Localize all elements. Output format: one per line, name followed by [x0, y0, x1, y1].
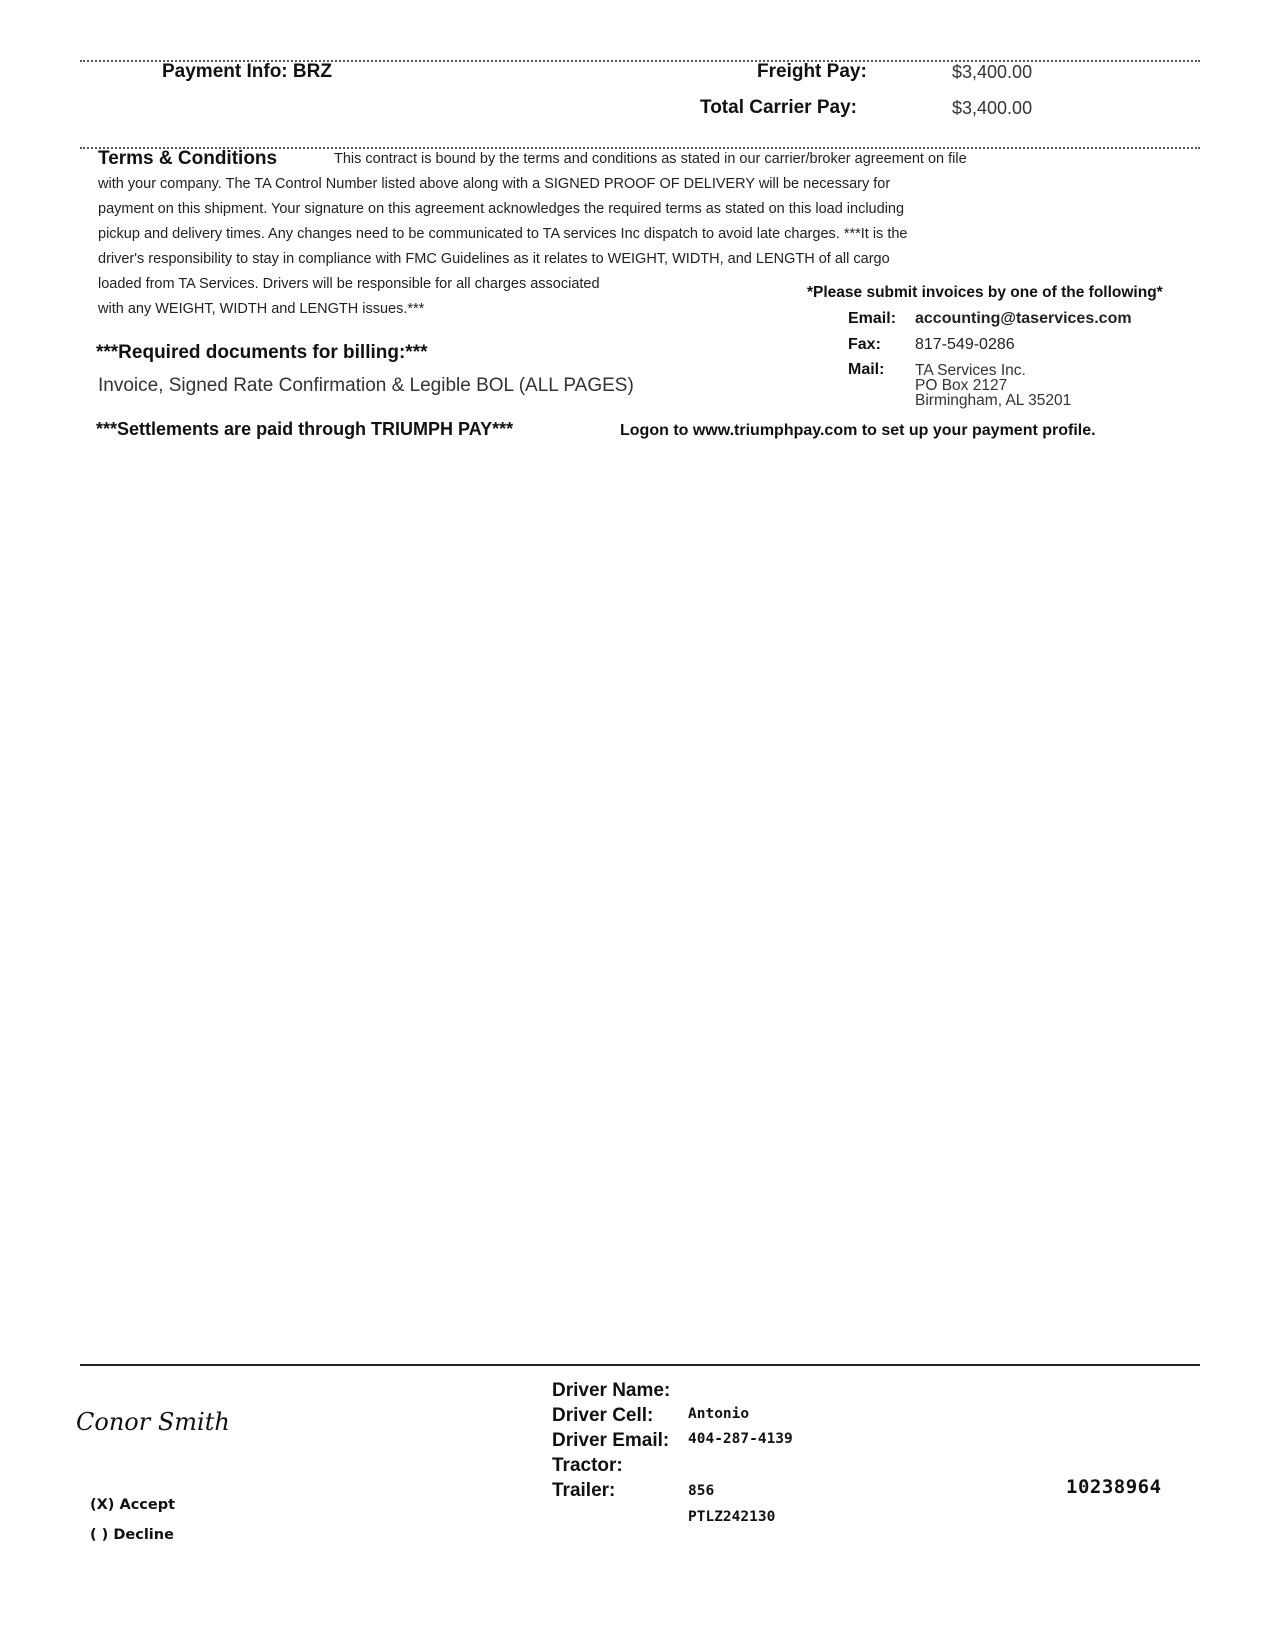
terms-line: pickup and delivery times. Any changes need to be communicated to TA services Inc dispatch to avoid late charges. ***It is the	[98, 226, 908, 242]
total-carrier-pay-label: Total Carrier Pay:	[700, 97, 857, 118]
terms-line: with any WEIGHT, WIDTH and LENGTH issues.***	[98, 301, 425, 317]
terms-line: with your company. The TA Control Number listed above along with a SIGNED PROOF OF DELIVERY will be necessary for	[98, 176, 891, 192]
triumphpay-logon-note: Logon to www.triumphpay.com to set up your payment profile.	[620, 422, 1096, 439]
signature-divider	[80, 1364, 1200, 1366]
freight-pay-label: Freight Pay:	[757, 61, 867, 82]
driver-value: PTLZ242130	[688, 1509, 776, 1525]
driver-value: 856	[688, 1483, 715, 1499]
tractor-label: Tractor:	[552, 1455, 623, 1476]
total-carrier-pay-value: $3,400.00	[952, 98, 1033, 118]
driver-cell-label: Driver Cell:	[552, 1405, 654, 1426]
mail-address-line: TA Services Inc.	[915, 362, 1026, 379]
terms-line: loaded from TA Services. Drivers will be responsible for all charges associated	[98, 276, 600, 292]
mail-address-line: PO Box 2127	[915, 377, 1008, 394]
load-number: 10238964	[1066, 1476, 1162, 1498]
fax-label: Fax:	[848, 336, 881, 353]
settlements-note: ***Settlements are paid through TRIUMPH PAY***	[96, 419, 514, 439]
mail-label: Mail:	[848, 361, 885, 378]
payment-info-label: Payment Info: BRZ	[162, 61, 332, 82]
terms-line: This contract is bound by the terms and conditions as stated in our carrier/broker agreement on file	[334, 151, 967, 167]
mail-address-line: Birmingham, AL 35201	[915, 392, 1072, 409]
invoice-email: accounting@taservices.com	[915, 310, 1132, 327]
mail-address	[915, 363, 1071, 408]
terms-line: payment on this shipment. Your signature on this agreement acknowledges the required terms as stated on this load including	[98, 201, 905, 217]
email-label: Email:	[848, 310, 897, 327]
driver-value: 404-287-4139	[688, 1431, 793, 1447]
terms-title: Terms & Conditions	[98, 148, 278, 169]
decline-option[interactable]: ( ) Decline	[90, 1527, 174, 1543]
driver-value: Antonio	[688, 1406, 750, 1422]
accept-option[interactable]: (X) Accept	[90, 1497, 176, 1513]
carrier-signature: Conor Smith	[76, 1408, 230, 1436]
required-docs-title: ***Required documents for billing:***	[96, 342, 428, 363]
terms-line: driver's responsibility to stay in compliance with FMC Guidelines as it relates to WEIGHT, WIDTH, and LENGTH of all cargo	[98, 251, 890, 267]
fax-number: 817-549-0286	[915, 336, 1015, 353]
driver-email-label: Driver Email:	[552, 1430, 670, 1451]
trailer-label: Trailer:	[552, 1480, 616, 1501]
driver-name-label: Driver Name:	[552, 1380, 671, 1401]
required-docs-list: Invoice, Signed Rate Confirmation & Legible BOL (ALL PAGES)	[98, 375, 634, 396]
freight-pay-value: $3,400.00	[952, 62, 1033, 82]
invoice-submit-heading: *Please submit invoices by one of the following*	[807, 284, 1163, 301]
